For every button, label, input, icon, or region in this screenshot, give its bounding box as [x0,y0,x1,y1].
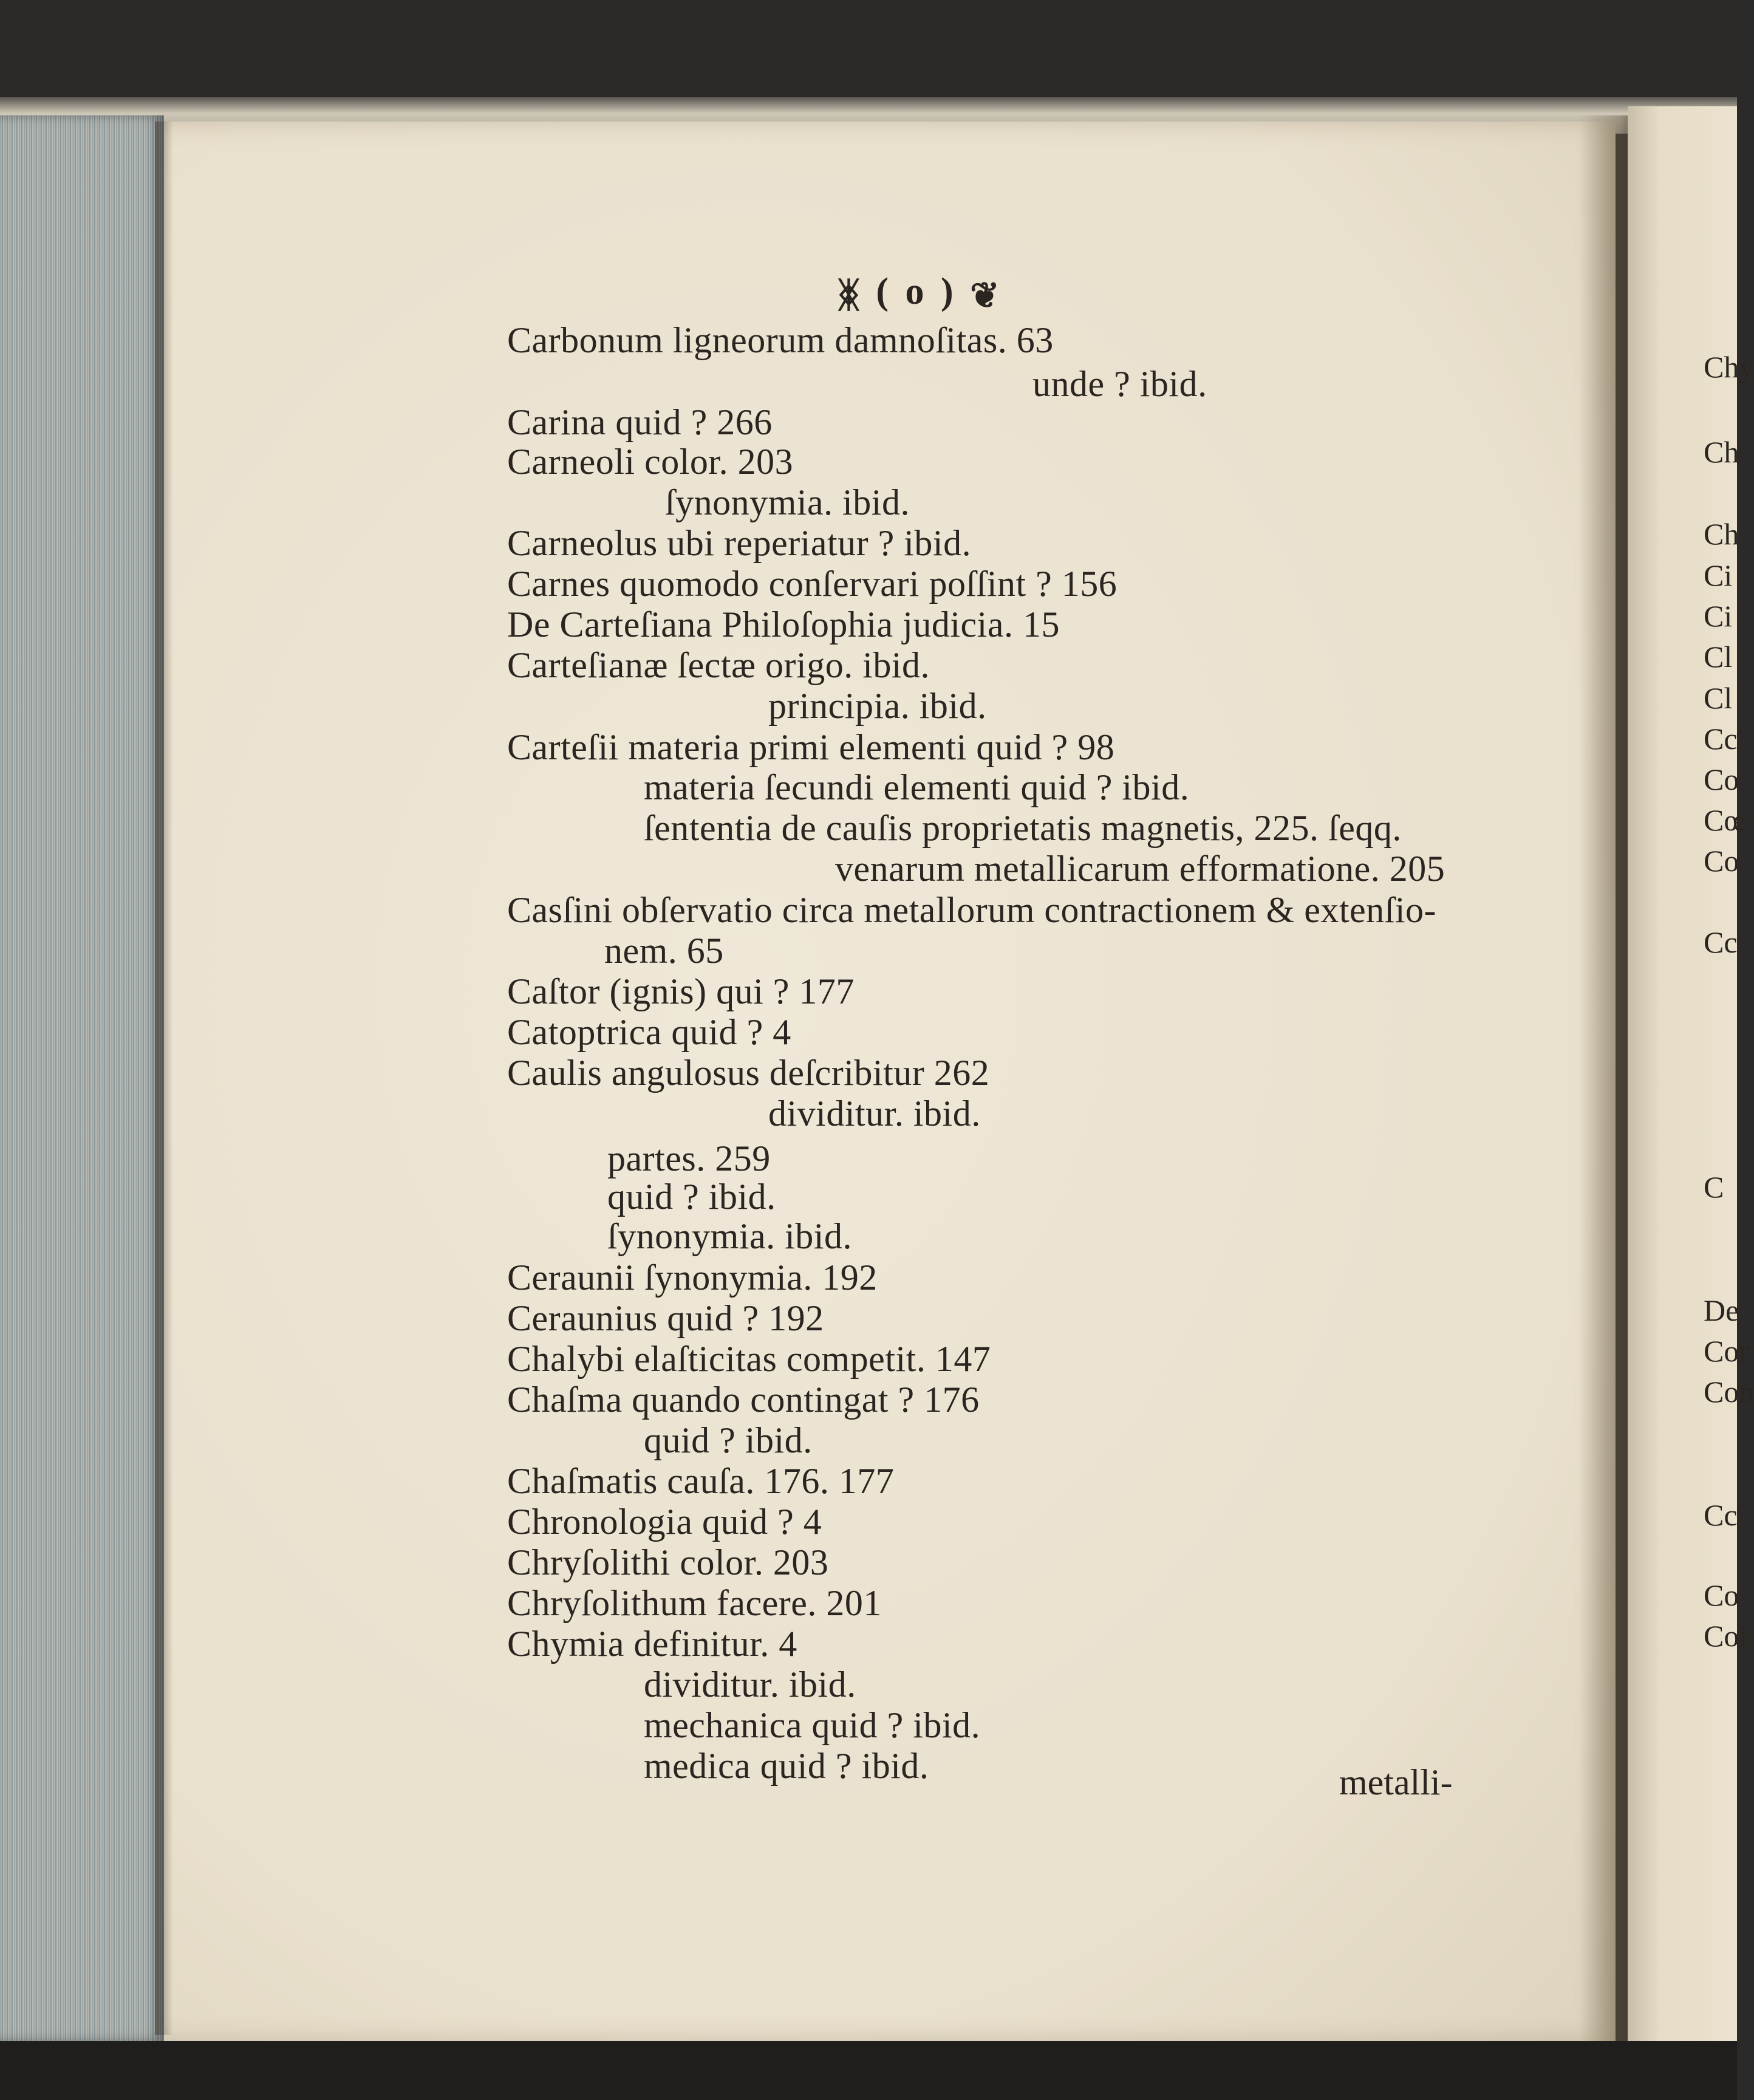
index-entry: Chaſmatis cauſa. 176. 177 [507,1461,895,1501]
index-entry: Chaſma quando contingat ? 176 [507,1380,980,1420]
facing-page-fragment: Co [1704,762,1739,796]
index-entry: Ceraunius quid ? 192 [507,1298,824,1338]
left-ornament-icon: ᛤ [838,275,863,315]
facing-page-fragment: Co [1704,844,1739,878]
index-entry: Carteſianæ ſectæ origo. ibid. [507,645,930,685]
index-entry: partes. 259 [607,1138,771,1178]
index-entry: unde ? ibid. [1032,364,1207,404]
facing-page-fragment: De [1704,1293,1739,1327]
index-entry: Casſini obſervatio circa metallorum contractionem & extenſio- [507,890,1437,930]
book-fore-edge [0,115,164,2041]
right-page [1628,106,1737,2056]
facing-page-fragment: Ch [1704,435,1739,469]
index-entry: Chymia definitur. 4 [507,1624,797,1664]
index-entry: De Carteſiana Philoſophia judicia. 15 [507,604,1060,645]
facing-page-fragment: Cl [1704,681,1733,715]
index-entry: dividitur. ibid. [644,1664,856,1705]
index-entry: Carbonum ligneorum damnoſitas. 63 [507,320,1054,360]
facing-page-fragment: Ci [1704,599,1733,633]
index-entry: venarum metallicarum efformatione. 205 [835,849,1445,889]
index-entry: quid ? ibid. [607,1177,776,1217]
page-mark: ( o ) [876,271,957,312]
facing-page-fragment: C [1704,1170,1724,1204]
running-head [838,270,1003,316]
index-entry: Ceraunii ſynonymia. 192 [507,1257,878,1298]
index-entry: materia ſecundi elementi quid ? ibid. [644,767,1190,807]
facing-page-fragment: Co [1704,1578,1739,1612]
index-entry: quid ? ibid. [644,1420,813,1460]
facing-page-fragment: Cœ [1704,803,1746,837]
right-ornament-icon: ❦ [970,275,1003,315]
index-entry: medica quid ? ibid. [644,1746,929,1786]
facing-page-fragment: Ch [1704,517,1739,551]
index-entry: Carina quid ? 266 [507,402,773,442]
index-entry: Catoptrica quid ? 4 [507,1012,791,1052]
index-entry: mechanica quid ? ibid. [644,1705,981,1745]
facing-page-fragment: Chy [1704,350,1754,384]
facing-page-fragment: Coi [1704,1619,1748,1653]
facing-page-fragment: Cor [1704,1334,1749,1368]
index-entry: ſententia de cauſis proprietatis magnetis, 225. ſeqq. [644,808,1402,848]
index-entry: Carneolus ubi reperiatur ? ibid. [507,523,972,563]
index-entry: Chalybi elaſticitas competit. 147 [507,1339,991,1379]
catchword: metalli- [1339,1762,1453,1802]
facing-page-fragment: Cc [1704,722,1738,756]
index-entry: Caulis angulosus deſcribitur 262 [507,1053,990,1093]
index-entry: Carteſii materia primi elementi quid ? 98 [507,727,1115,767]
index-entry: Chryſolithi color. 203 [507,1542,829,1582]
index-entry: Carneoli color. 203 [507,442,794,482]
index-entry: Caſtor (ignis) qui ? 177 [507,971,855,1011]
background-bottom [0,2041,1737,2100]
index-entry: ſynonymia. ibid. [665,482,910,522]
facing-page-fragment: Cc [1704,925,1738,959]
index-entry: nem. 65 [604,931,724,971]
facing-page-fragment: Cc [1704,1498,1738,1532]
facing-page-fragment: Cl [1704,640,1733,674]
index-entry: Carnes quomodo conſervari poſſint ? 156 [507,564,1118,604]
index-entry: principia. ibid. [768,686,987,726]
facing-page-fragment: Con [1704,1375,1754,1409]
facing-page-fragment: Ci [1704,558,1733,592]
index-entry: Chryſolithum facere. 201 [507,1583,882,1623]
index-entry: dividitur. ibid. [768,1093,981,1134]
index-entry: Chronologia quid ? 4 [507,1502,822,1542]
fore-edge-shadow [155,121,173,2035]
index-entry: ſynonymia. ibid. [607,1216,852,1256]
